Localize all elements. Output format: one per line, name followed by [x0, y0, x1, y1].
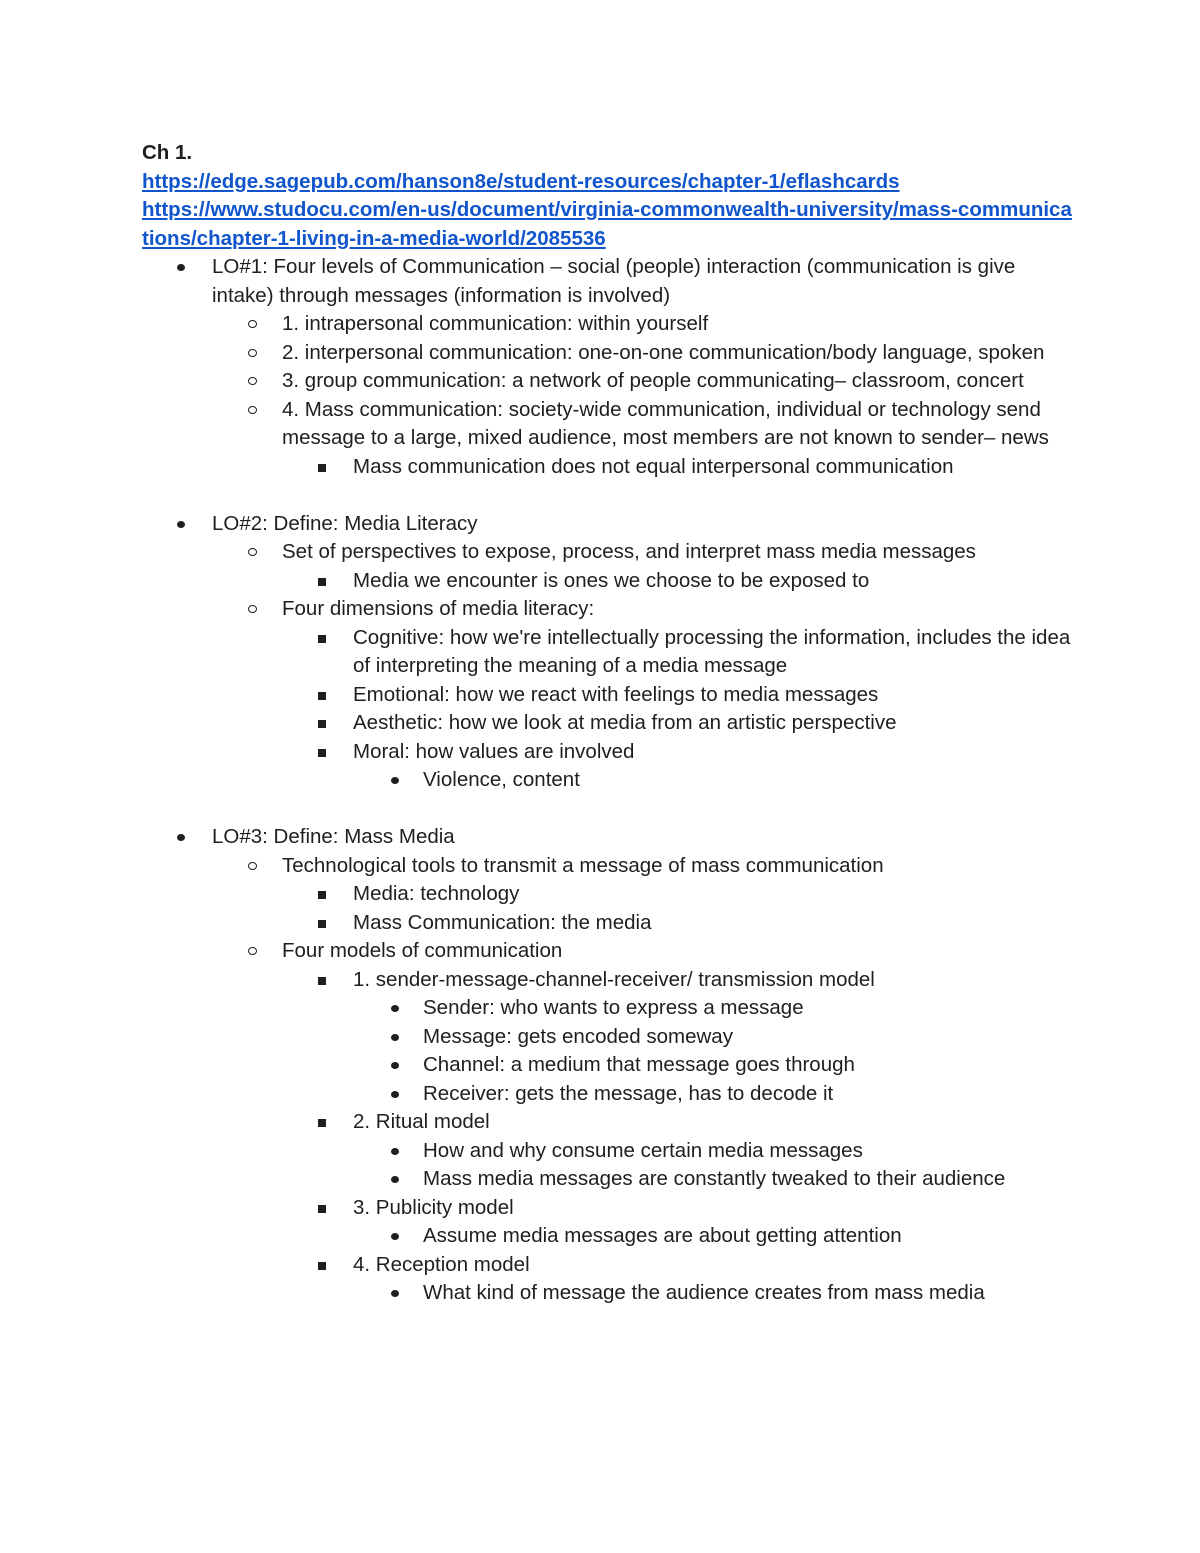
bullet-square-icon — [316, 909, 336, 938]
model-name: 3. Publicity model — [353, 1195, 514, 1219]
list-item — [142, 367, 1072, 396]
list-item — [142, 994, 1072, 1023]
bullet-dot-icon — [388, 994, 408, 1023]
list-item — [142, 1051, 1072, 1080]
list-item — [142, 567, 1072, 596]
bullet-square-icon — [316, 1194, 336, 1223]
bullet-dot-icon — [388, 1222, 408, 1251]
list-item — [142, 310, 1072, 339]
list-item-text: Four dimensions of media literacy: — [282, 597, 595, 620]
bullet-square-icon — [316, 709, 336, 738]
bullet-dot-icon — [388, 1165, 408, 1194]
list-item — [142, 1137, 1072, 1166]
lo3-text: LO#3: Define: Mass Media — [212, 825, 455, 848]
list-item — [142, 1023, 1072, 1052]
list-item-text: Aesthetic: how we look at media from an artistic perspective — [353, 711, 897, 734]
lo1-levels — [142, 310, 1072, 481]
list-item — [142, 595, 1072, 795]
list-item-text: Message: gets encoded someway — [423, 1024, 733, 1048]
bullet-square-icon — [316, 453, 336, 482]
list-item-text: 1. intrapersonal communication: within yourself — [282, 312, 709, 335]
spacer — [142, 481, 1072, 510]
lo3-a-sub — [142, 880, 1072, 937]
lo2-moral-sub — [142, 766, 1072, 795]
bullet-square-icon — [316, 1251, 336, 1280]
lo3-sub — [142, 852, 1072, 1308]
list-item-text: Mass communication does not equal interpersonal communication — [353, 454, 954, 478]
list-item — [142, 624, 1072, 681]
list-item — [142, 396, 1072, 482]
list-item-text: Media we encounter is ones we choose to be exposed to — [353, 568, 870, 592]
list-item-text: Channel: a medium that message goes through — [423, 1053, 855, 1076]
list-item-text: Mass media messages are constantly tweaked to their audience — [423, 1167, 1006, 1190]
chapter-title: Ch 1. — [142, 141, 193, 164]
model-name: 2. Ritual model — [353, 1110, 490, 1133]
list-item-text: Receiver: gets the message, has to decode it — [423, 1081, 834, 1105]
list-item — [142, 852, 1072, 938]
lo3-models — [142, 966, 1072, 1308]
document-page — [142, 139, 1072, 1308]
list-item-text: Violence, content — [423, 768, 580, 791]
list-item — [142, 453, 1072, 482]
list-item-text: Moral: how values are involved — [353, 739, 635, 763]
lo2-text: LO#2: Define: Media Literacy — [212, 511, 478, 535]
bullet-circle-icon — [246, 367, 266, 396]
list-item — [142, 1080, 1072, 1109]
list-item-text: Media: technology — [353, 882, 520, 905]
list-item — [142, 766, 1072, 795]
list-item — [142, 880, 1072, 909]
lo2-sub — [142, 538, 1072, 795]
list-item-text: Sender: who wants to express a message — [423, 996, 804, 1019]
bullet-square-icon — [316, 1108, 336, 1137]
bullet-circle-icon — [246, 396, 266, 425]
link-studocu[interactable]: https://www.studocu.com/en-us/document/virginia-commonwealth-university/mass-communications/chapter-1-living-in-a-media-world/2085536 — [142, 198, 1072, 250]
bullet-dot-icon — [388, 1023, 408, 1052]
bullet-circle-icon — [246, 937, 266, 966]
bullet-circle-icon — [246, 595, 266, 624]
model-item — [142, 1251, 1072, 1308]
model-name: 1. sender-message-channel-receiver/ transmission model — [353, 967, 875, 991]
lo3-item — [142, 823, 1072, 1308]
bullet-dot-icon — [388, 1279, 408, 1308]
list-item-text: What kind of message the audience creates from mass media — [423, 1281, 985, 1304]
list-item — [142, 681, 1072, 710]
model-name: 4. Reception model — [353, 1252, 530, 1276]
list-item-text: 3. group communication: a network of people communicating– classroom, concert — [282, 369, 1024, 392]
bullet-dot-icon — [174, 510, 194, 539]
bullet-square-icon — [316, 567, 336, 596]
bullet-dot-icon — [388, 1080, 408, 1109]
list-item — [142, 1222, 1072, 1251]
list-item — [142, 738, 1072, 795]
model-item — [142, 1194, 1072, 1251]
bullet-circle-icon — [246, 310, 266, 339]
list-item-text: 2. interpersonal communication: one-on-one communication/body language, spoken — [282, 340, 1045, 364]
list-item-text: Set of perspectives to expose, process, and interpret mass media messages — [282, 540, 976, 563]
list-item-text: Cognitive: how we're intellectually processing the information, includes the idea of interpreting the meaning of a media message — [353, 625, 1071, 677]
lo1-list — [142, 253, 1072, 481]
bullet-square-icon — [316, 681, 336, 710]
bullet-dot-icon — [174, 823, 194, 852]
bullet-square-icon — [316, 880, 336, 909]
list-item-text: Technological tools to transmit a message of mass communication — [282, 853, 884, 877]
lo2-a-sub — [142, 567, 1072, 596]
bullet-circle-icon — [246, 339, 266, 368]
list-item — [142, 1165, 1072, 1194]
lo2-dimensions — [142, 624, 1072, 795]
list-item — [142, 339, 1072, 368]
bullet-dot-icon — [388, 1137, 408, 1166]
model-points — [142, 1137, 1072, 1194]
model-points — [142, 1279, 1072, 1308]
list-item-text: 4. Mass communication: society-wide communication, individual or technology send message to a large, mixed audience, most members are not known to sender– news — [282, 397, 1049, 449]
list-item-text: Mass Communication: the media — [353, 910, 652, 934]
model-item — [142, 1108, 1072, 1194]
spacer — [142, 795, 1072, 824]
lo3-list — [142, 823, 1072, 1308]
bullet-dot-icon — [174, 253, 194, 282]
list-item — [142, 538, 1072, 595]
list-item — [142, 937, 1072, 1308]
bullet-square-icon — [316, 966, 336, 995]
list-item-text: Assume media messages are about getting attention — [423, 1224, 902, 1247]
model-points — [142, 994, 1072, 1108]
lo1-mass-sub — [142, 453, 1072, 482]
list-item-text: How and why consume certain media messages — [423, 1138, 863, 1162]
list-item — [142, 1279, 1072, 1308]
list-item — [142, 709, 1072, 738]
lo2-item — [142, 510, 1072, 795]
lo1-item — [142, 253, 1072, 481]
link-sagepub[interactable]: https://edge.sagepub.com/hanson8e/student-resources/chapter-1/eflashcards — [142, 169, 900, 193]
bullet-square-icon — [316, 624, 336, 653]
lo1-text: LO#1: Four levels of Communication – social (people) interaction (communication is give intake) through messages (information is involved) — [212, 255, 1016, 307]
lo2-list — [142, 510, 1072, 795]
bullet-circle-icon — [246, 538, 266, 567]
list-item — [142, 909, 1072, 938]
list-item-text: Four models of communication — [282, 939, 563, 962]
bullet-circle-icon — [246, 852, 266, 881]
list-item-text: Emotional: how we react with feelings to media messages — [353, 682, 879, 706]
bullet-dot-icon — [388, 1051, 408, 1080]
bullet-square-icon — [316, 738, 336, 767]
model-points — [142, 1222, 1072, 1251]
model-item — [142, 966, 1072, 1109]
bullet-dot-icon — [388, 766, 408, 795]
